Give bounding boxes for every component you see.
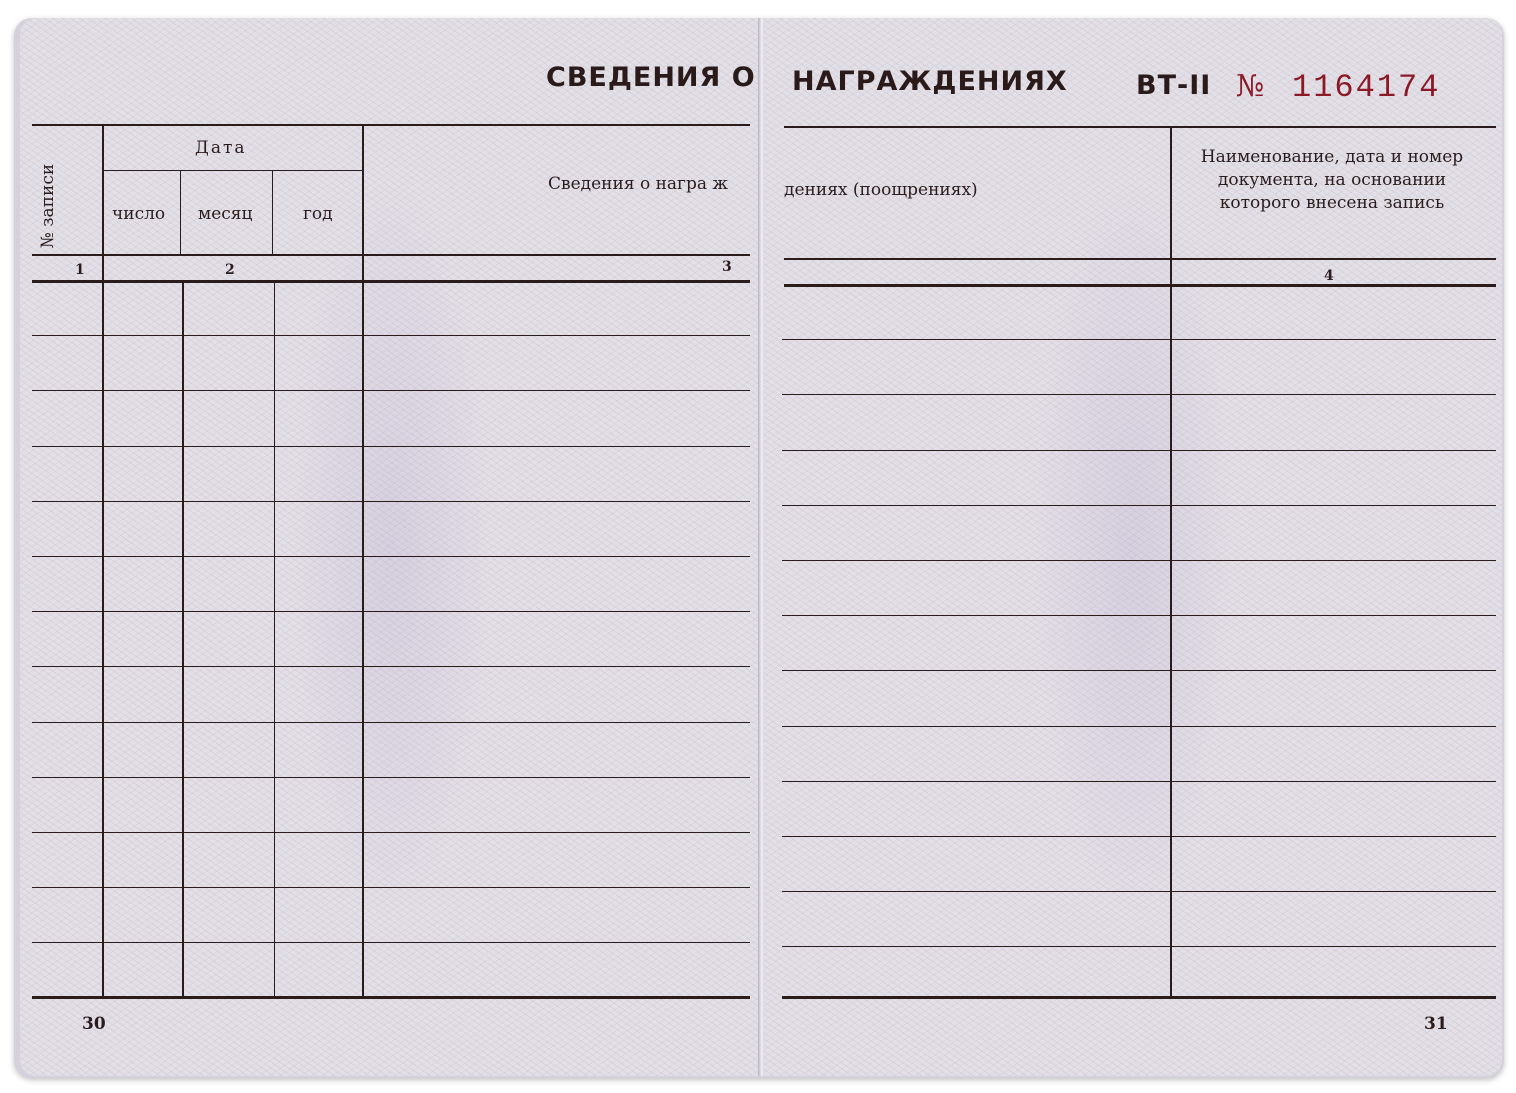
row-rule (32, 335, 750, 336)
header-document: Наименование, дата и номер документа, на основании которого внесена запись (1200, 147, 1464, 213)
header-bottom-rule (32, 254, 750, 256)
row-rule (32, 501, 750, 502)
header-info-left: Сведения о награ ж (548, 174, 729, 194)
row-rule (782, 394, 1496, 395)
row-rule (782, 450, 1496, 451)
number-row-rule (784, 284, 1496, 287)
number-sign: № (1236, 69, 1265, 104)
right-page (764, 18, 1502, 1076)
row-rule (782, 505, 1496, 506)
header-date: Дата (195, 138, 247, 158)
info-col-rule (362, 124, 364, 996)
row-rule (32, 390, 750, 391)
row-rule (782, 670, 1496, 671)
header-info-right: дениях (поощрениях) (784, 180, 978, 200)
row-rule (782, 891, 1496, 892)
page-number-right: 31 (1424, 1014, 1448, 1034)
day-col-rule (182, 280, 184, 996)
header-year: год (303, 204, 333, 224)
column-number-2: 2 (225, 262, 235, 278)
column-number-1: 1 (75, 262, 85, 278)
table-top-rule (32, 124, 750, 126)
header-month: месяц (198, 204, 253, 224)
header-record-no: № записи (38, 163, 58, 249)
row-rule (782, 726, 1496, 727)
column-number-4: 4 (1324, 268, 1334, 284)
row-rule (782, 836, 1496, 837)
row-rule (32, 446, 750, 447)
row-rule (32, 556, 750, 557)
document-series: ВТ-II (1136, 70, 1212, 101)
document-number: 1164174 (1292, 69, 1441, 106)
number-row-rule (32, 280, 750, 283)
month-col-rule (272, 170, 273, 254)
row-rule (32, 611, 750, 612)
table-bottom-rule (782, 996, 1496, 999)
table-top-rule (784, 126, 1496, 128)
row-rule (32, 942, 750, 943)
row-rule (782, 339, 1496, 340)
row-rule (32, 887, 750, 888)
row-rule (782, 560, 1496, 561)
row-rule (32, 722, 750, 723)
row-rule (782, 781, 1496, 782)
row-rule (32, 832, 750, 833)
row-rule (32, 777, 750, 778)
heading-left: СВЕДЕНИЯ О (546, 62, 756, 93)
left-page (20, 18, 762, 1076)
row-rule (32, 666, 750, 667)
row-rule (782, 946, 1496, 947)
month-col-rule (274, 280, 275, 996)
document-col-rule (1170, 126, 1172, 996)
column-number-3: 3 (722, 259, 732, 275)
header-bottom-rule (784, 258, 1496, 260)
row-rule (782, 615, 1496, 616)
header-day: число (112, 204, 166, 224)
day-col-rule (180, 170, 181, 254)
table-bottom-rule (32, 996, 750, 999)
heading-right: НАГРАЖДЕНИЯХ (792, 66, 1068, 97)
record-col-rule (102, 124, 104, 996)
page-number-left: 30 (82, 1014, 106, 1034)
date-header-rule (104, 170, 362, 171)
